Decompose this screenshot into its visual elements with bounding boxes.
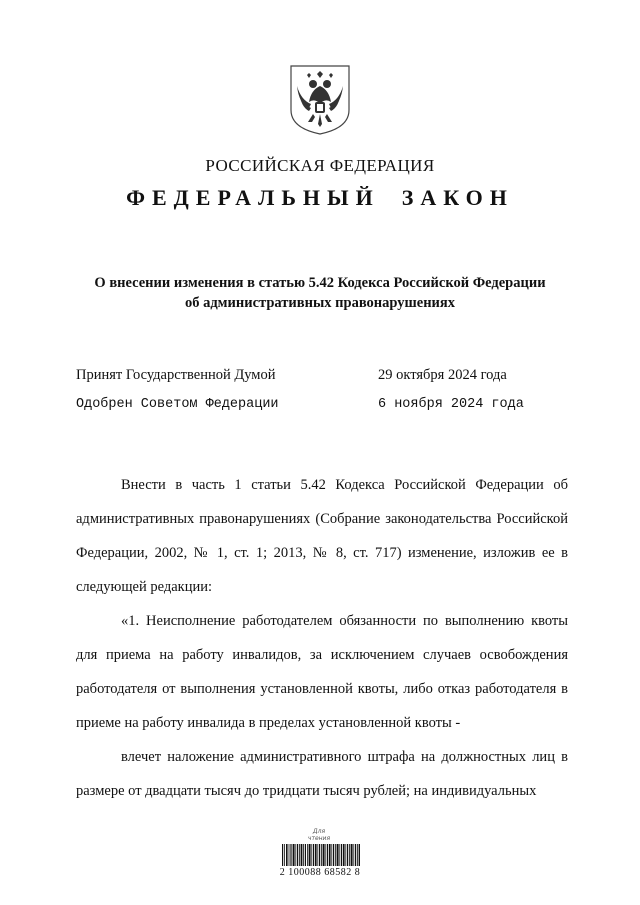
duma-adoption-label: Принят Государственной Думой	[76, 367, 276, 383]
document-type-title	[0, 185, 640, 211]
body-paragraph-3: влечет наложение административного штрафа на должностных лиц в размере от двадцати тысяч до тридцати тысяч рублей; на индивидуальных	[76, 749, 568, 799]
law-subject	[70, 273, 570, 313]
law-title-word-law: ЗАКОН	[401, 185, 514, 210]
body-paragraph-2: «1. Неисполнение работодателем обязанности по выполнению квоты для приема на работу инвалидов, за исключением случаев освобождения работодателя от выполнения установленной квоты, либо отказ работодателя в приеме на работу инвалида в пределах установленной квоты -	[76, 613, 568, 731]
russian-coat-of-arms-icon	[289, 64, 351, 136]
barcode-number: 2 100088 68582 8	[279, 867, 361, 878]
law-subject-line-2: об административных правонарушениях	[184, 295, 456, 311]
law-subject-line-1: О внесении изменения в статью 5.42 Кодекса Российской Федерации	[94, 275, 546, 291]
barcode-icon	[282, 844, 360, 866]
body-paragraph-1: Внести в часть 1 статьи 5.42 Кодекса Российской Федерации об административных правонарушениях (Собрание законодательства Российской Федерации, 2002, № 1, ст. 1; 2013, № 8, ст. 717) изменение, изложив ее в следующей редакции:	[76, 477, 568, 595]
registration-stamp: Для чтения	[307, 828, 331, 842]
duma-adoption-date: 29 октября 2024 года	[378, 367, 507, 383]
law-body	[76, 468, 568, 808]
country-name: РОССИЙСКАЯ ФЕДЕРАЦИЯ	[205, 156, 435, 175]
law-title-word-federal: ФЕДЕРАЛЬНЫЙ	[126, 185, 380, 210]
council-approval-label: Одобрен Советом Федерации	[76, 397, 279, 412]
council-approval-date: 6 ноября 2024 года	[378, 397, 524, 412]
